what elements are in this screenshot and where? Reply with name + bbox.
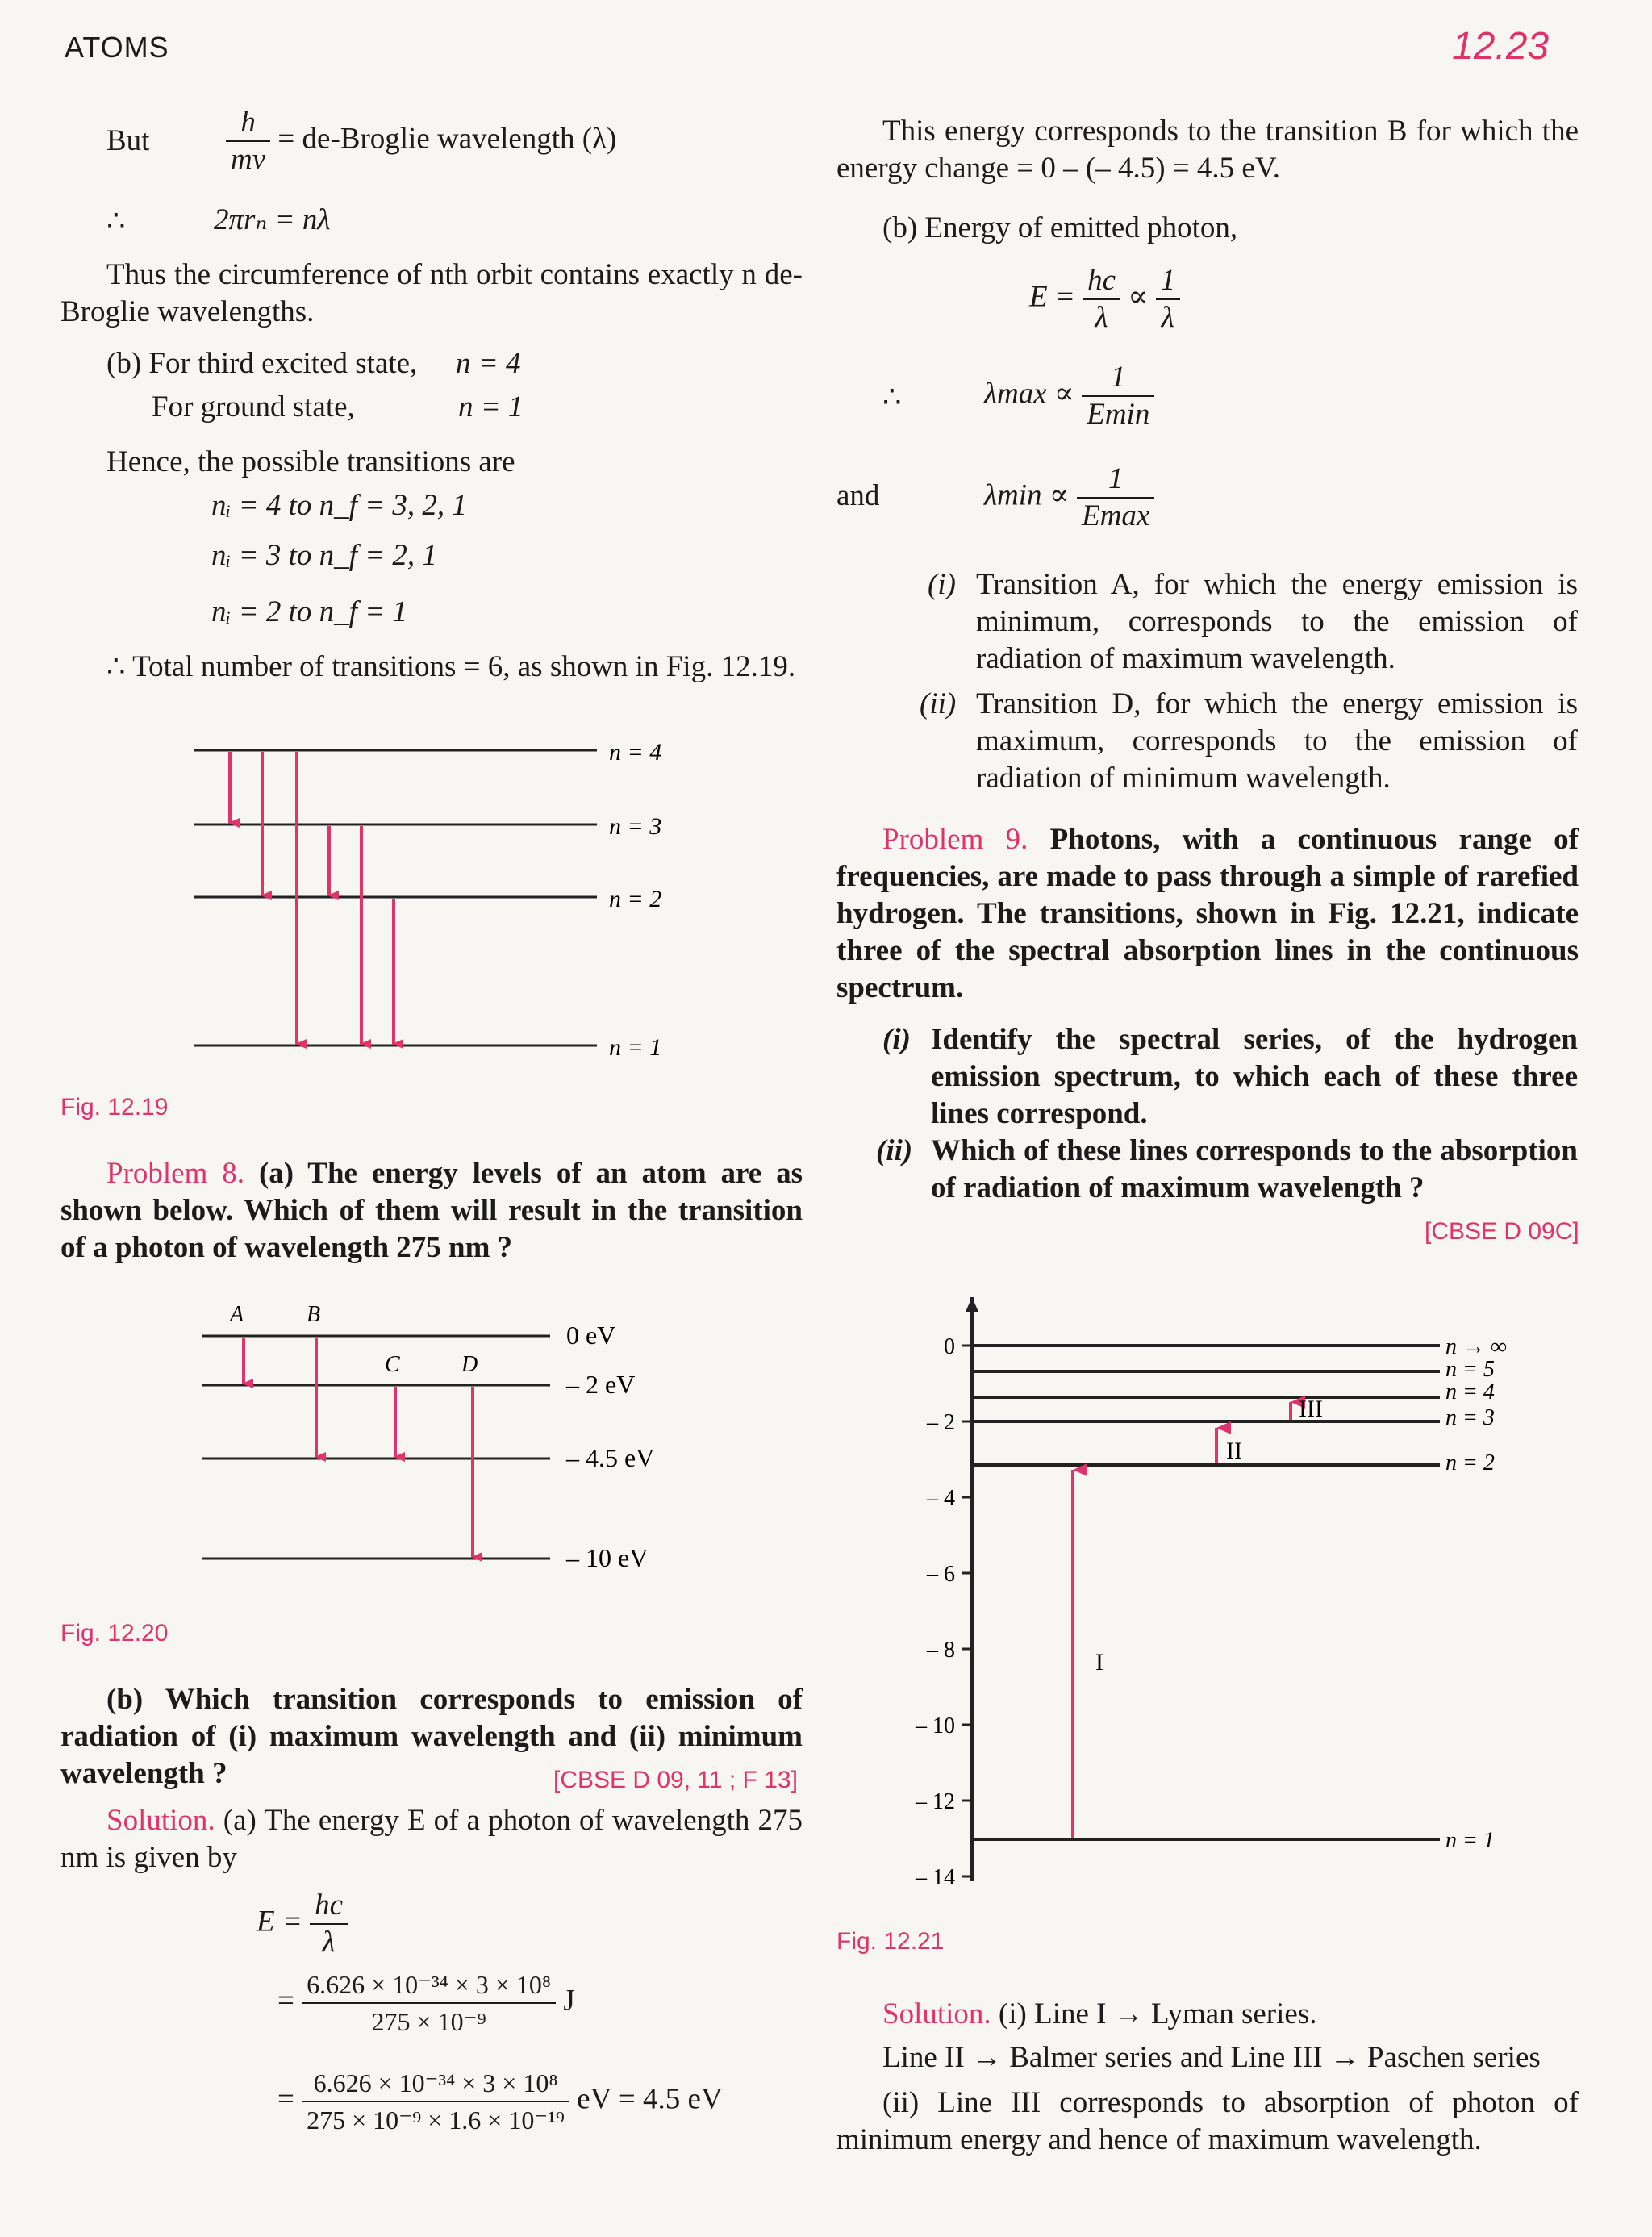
item-label: (i) [882, 1023, 911, 1056]
axis-tick-label: – 2 [927, 1410, 955, 1435]
energy-emitted-label: (b) Energy of emitted photon, [882, 211, 1238, 244]
solution-line-i-cont: Line II → Balmer series and Line III → Paschen series [882, 2041, 1541, 2074]
but-label: But [106, 124, 150, 157]
level-label: n = 3 [609, 813, 662, 840]
transition-letter: B [307, 1302, 321, 1327]
level-label: – 2 eV [566, 1370, 636, 1399]
solution-label: Solution. [882, 1997, 991, 2030]
fraction-denominator: 275 × 10⁻⁹ [371, 2007, 486, 2036]
level-label: n → ∞ [1446, 1334, 1507, 1359]
transition-line: nᵢ = 2 to n_f = 1 [211, 595, 407, 628]
solution-body: (a) The energy E of a photon of wavelength 275 nm is given by [60, 1804, 803, 1874]
fraction-numerator: 1 [1082, 360, 1154, 397]
level-label: – 10 eV [566, 1543, 649, 1572]
therefore-symbol: ∴ [882, 381, 902, 414]
fraction-denominator: mv [231, 143, 266, 176]
relation-lhs: λmin ∝ [984, 478, 1070, 512]
equation-lhs: E = [257, 1905, 302, 1939]
lambda-max-relation [984, 360, 1154, 432]
paragraph-circumference: Thus the circumference of nth orbit contains exactly n de-Broglie wavelengths. [60, 258, 803, 328]
third-excited-value: n = 4 [456, 347, 521, 380]
third-excited-label: (b) For third excited state, [106, 347, 418, 380]
problem-9-text [836, 821, 1579, 1007]
axis-tick-label: – 12 [916, 1789, 955, 1814]
fraction-denominator: λ [1161, 301, 1174, 334]
fraction-numerator: hc [1083, 263, 1120, 300]
running-head: ATOMS [65, 31, 169, 64]
solution-label: Solution. [106, 1804, 215, 1837]
fraction-denominator: λ [1095, 301, 1108, 334]
level-label: n = 4 [609, 739, 662, 766]
solution-text [60, 1802, 803, 1876]
and-label: and [836, 479, 880, 512]
ground-state-label: For ground state, [152, 390, 355, 424]
figure-caption: Fig. 12.19 [60, 1094, 169, 1121]
transition-letter: D [461, 1352, 478, 1377]
page-number: 12.23 [1452, 25, 1550, 68]
item-ii-text: Transition D, for which the energy emission is maximum, corresponds to the emission of radiation of minimum wavelength. [976, 687, 1578, 795]
equation-lhs: E = [1029, 280, 1075, 314]
fraction-numerator: hc [310, 1888, 348, 1925]
fraction-denominator: λ [322, 1926, 336, 1959]
debroglie-equation [226, 105, 616, 177]
transition-letter: C [385, 1352, 400, 1377]
axis-tick-label: – 4 [927, 1486, 955, 1511]
fraction-numerator: h [226, 105, 270, 142]
energy-equation [257, 1888, 348, 1960]
lambda-min-relation [984, 461, 1154, 534]
item-label: (ii) [920, 687, 957, 720]
transition-letter: A [230, 1302, 244, 1327]
axis-ticks [915, 1334, 972, 1890]
equation-rhs: = de-Broglie wavelength (λ) [277, 122, 617, 156]
axis-tick-label: – 6 [927, 1562, 955, 1587]
photon-energy-equation [1029, 263, 1180, 336]
level-label: n = 2 [609, 886, 662, 912]
axis-tick-label: 0 [944, 1334, 955, 1359]
hydrogen-energy-level-diagram-fig-12-21 [871, 1283, 1541, 1896]
problem-8-text [60, 1155, 803, 1267]
item-i-text: Transition A, for which the energy emission is minimum, corresponds to the emission of radiation of maximum wavelength. [976, 568, 1578, 675]
paragraph-transition-b: This energy corresponds to the transition B for which the energy change = 0 – (– 4.5) = 4.5 eV. [836, 115, 1579, 185]
figure-caption: Fig. 12.20 [60, 1620, 169, 1646]
axis-tick-label: – 14 [916, 1865, 955, 1890]
fraction-numerator: 1 [1077, 461, 1154, 499]
fraction-numerator: 6.626 × 10⁻³⁴ × 3 × 10⁸ [302, 2065, 569, 2102]
therefore-symbol: ∴ [106, 205, 126, 238]
line-label-ii: II [1226, 1438, 1242, 1464]
problem-body: (a) The energy levels of an atom are as shown below. Which of them will result in the transition of a photon of wavelength 275 nm ? [60, 1157, 803, 1264]
exam-reference: [CBSE D 09C] [1425, 1218, 1579, 1245]
orbit-equation: 2πrₙ = nλ [214, 203, 331, 236]
energy-value-ev: = $\frac{\text{6.626 × 10⁻³⁴ × 3 × 10⁸}}{\text{275 × 10⁻⁹ × 1.6 × 10⁻¹⁹}}$ eV = 4.5 eV [277, 2065, 723, 2138]
ground-state-value: n = 1 [458, 390, 524, 424]
fraction-denominator: 275 × 10⁻⁹ × 1.6 × 10⁻¹⁹ [307, 2106, 565, 2135]
level-label: – 4.5 eV [566, 1443, 655, 1472]
transition-line: nᵢ = 4 to n_f = 3, 2, 1 [211, 489, 467, 522]
problem-body: Photons, with a continuous range of frequencies, are made to pass through a simple of rarefied hydrogen. The transitions, shown in Fig. 12.21, indicate three of the spectral absorption lines in the continuous spectrum. [836, 823, 1579, 1004]
level-label: 0 eV [566, 1321, 616, 1350]
line-label-i: I [1095, 1649, 1103, 1676]
problem-9-part-ii: Which of these lines corresponds to the absorption of radiation of maximum wavelength ? [931, 1134, 1578, 1204]
hence-text: Hence, the possible transitions are [106, 445, 515, 478]
level-label: n = 5 [1446, 1357, 1495, 1382]
problem-label: Problem 9. [882, 823, 1028, 856]
line-label-iii: III [1299, 1396, 1323, 1422]
exam-reference: [CBSE D 09, 11 ; F 13] [553, 1767, 798, 1793]
axis-tick-label: – 10 [916, 1713, 955, 1738]
solution-line-i [882, 1996, 1316, 2033]
fraction-denominator: Emin [1087, 398, 1150, 431]
unit: J [563, 1984, 575, 2018]
item-label: (i) [928, 568, 956, 601]
energy-level-diagram-fig-12-19 [194, 726, 694, 1065]
energy-value-joule: = $\frac{\text{6.626 × 10⁻³⁴ × 3 × 10⁸}}{\text{275 × 10⁻⁹}}$ J [277, 1967, 575, 2039]
level-label: n = 3 [1446, 1405, 1495, 1430]
level-label: n = 2 [1446, 1450, 1495, 1475]
axis-tick-label: – 8 [927, 1638, 955, 1663]
equation-rhs: eV = 4.5 eV [577, 2082, 723, 2116]
level-label: n = 1 [609, 1034, 662, 1061]
figure-caption: Fig. 12.21 [836, 1928, 945, 1955]
level-label: n = 1 [1446, 1828, 1495, 1853]
problem-label: Problem 8. [106, 1157, 245, 1190]
relation-lhs: λmax ∝ [984, 377, 1074, 411]
fraction-denominator: Emax [1082, 499, 1150, 532]
item-label: (ii) [876, 1134, 913, 1167]
problem-9-part-i: Identify the spectral series, of the hydrogen emission spectrum, to which each of these three lines correspond. [931, 1023, 1578, 1130]
energy-level-diagram-fig-12-20 [202, 1291, 686, 1573]
fraction-numerator: 1 [1156, 263, 1181, 300]
proportional-symbol: ∝ [1128, 280, 1149, 314]
problem-8b-text: (b) Which transition corresponds to emission of radiation of (i) maximum wavelength and (ii) minimum wavelength ? [60, 1683, 803, 1790]
transition-line: nᵢ = 3 to n_f = 2, 1 [211, 539, 437, 572]
solution-body: (i) Line I → Lyman series. [998, 1997, 1317, 2030]
level-label: n = 4 [1446, 1379, 1495, 1404]
solution-line-ii: (ii) Line III corresponds to absorption of photon of minimum energy and hence of maximum wavelength. [836, 2086, 1579, 2156]
total-transitions-text: ∴ Total number of transitions = 6, as shown in Fig. 12.19. [106, 650, 796, 683]
fraction-numerator: 6.626 × 10⁻³⁴ × 3 × 10⁸ [302, 1967, 556, 2004]
